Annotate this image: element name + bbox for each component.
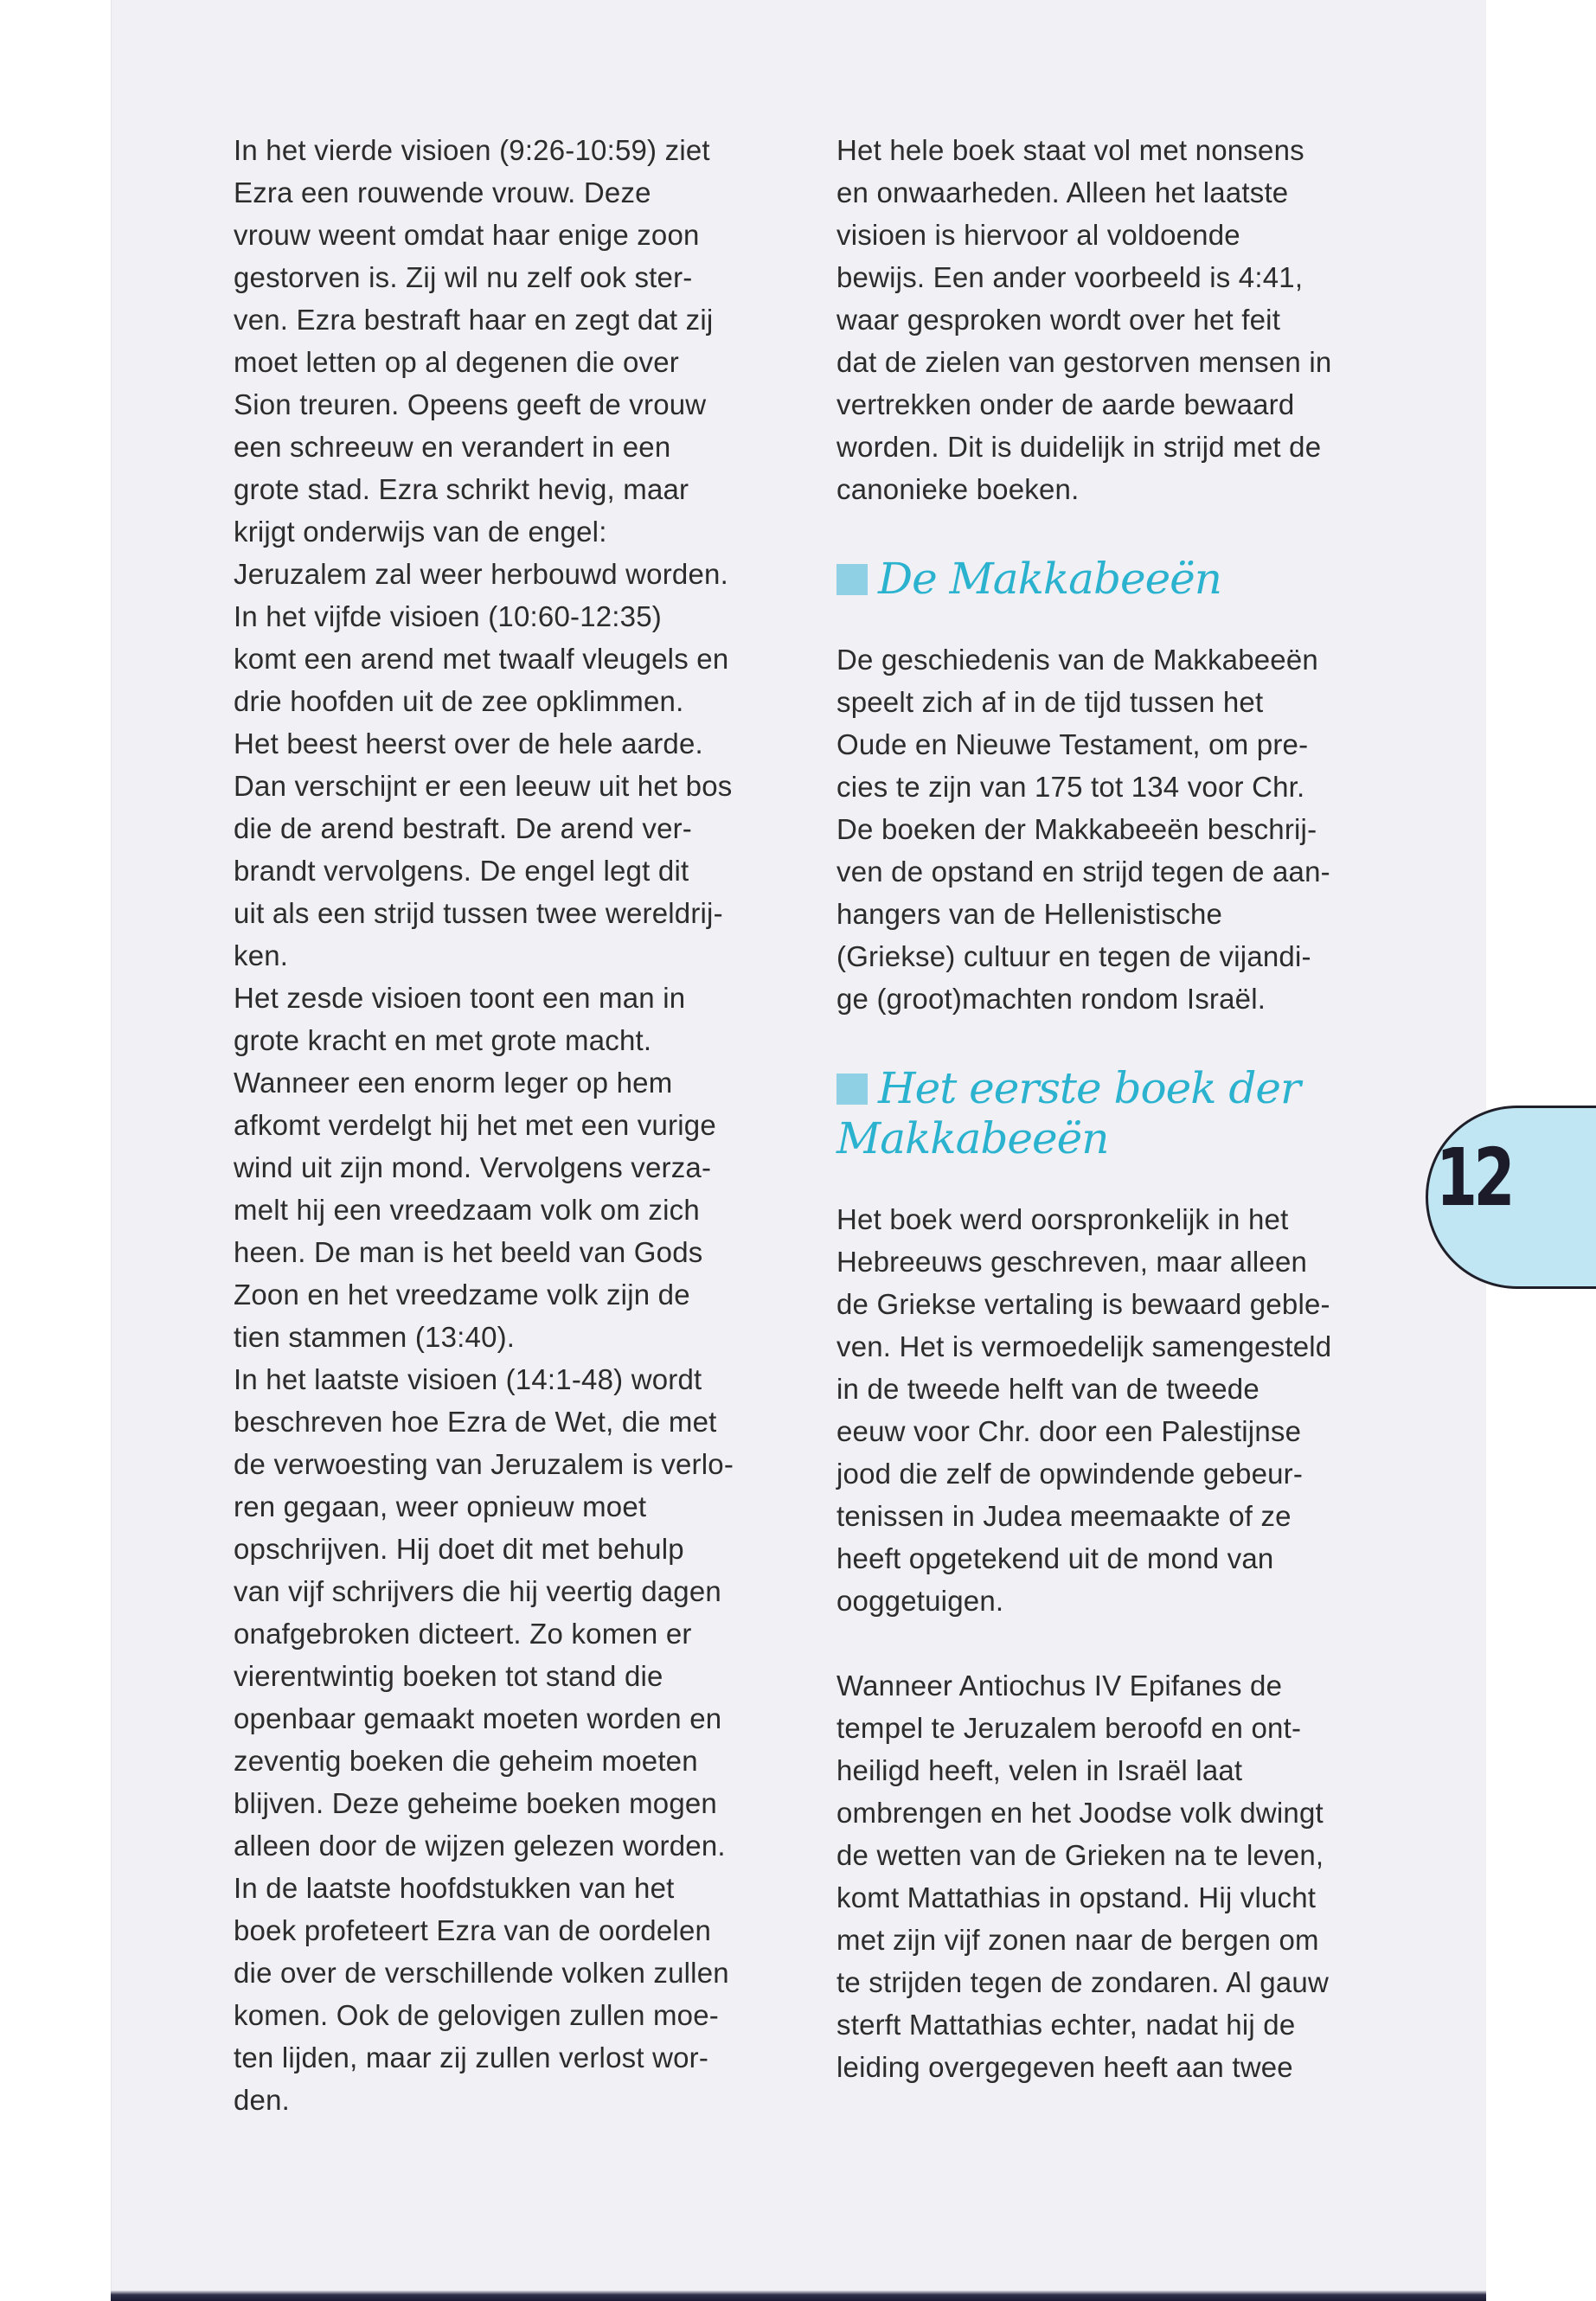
left-column: [234, 129, 787, 2121]
text-line: heen. De man is het beeld van Gods: [234, 1236, 703, 1268]
text-line: gestorven is. Zij wil nu zelf ook ster-: [234, 261, 693, 293]
text-line: ven. Het is vermoedelijk samengesteld: [836, 1330, 1332, 1362]
text-line: komt een arend met twaalf vleugels en: [234, 643, 729, 675]
text-line: wind uit zijn mond. Vervolgens verza-: [234, 1151, 712, 1183]
text-line: jood die zelf de opwindende gebeur-: [836, 1458, 1304, 1490]
text-line: Hebreeuws geschreven, maar alleen: [836, 1246, 1308, 1278]
text-line: Sion treuren. Opeens geeft de vrouw: [234, 388, 707, 420]
text-line: alleen door de wijzen gelezen worden.: [234, 1830, 726, 1862]
text-line: ven de opstand en strijd tegen de aan-: [836, 856, 1330, 888]
heading-text-line2: Makkabeeën: [836, 1113, 1109, 1163]
text-line: de Griekse vertaling is bewaard geble-: [836, 1288, 1330, 1320]
text-line: Oude en Nieuwe Testament, om pre-: [836, 728, 1309, 760]
text-line: In het vijfde visioen (10:60-12:35): [234, 600, 662, 632]
chapter-number: 12: [1436, 1131, 1512, 1224]
text-line: in de tweede helft van de tweede: [836, 1373, 1259, 1405]
text-line: Jeruzalem zal weer herbouwd worden.: [234, 558, 728, 590]
page-bottom-edge: [111, 2291, 1486, 2301]
text-line: ombrengen en het Joodse volk dwingt: [836, 1797, 1324, 1829]
text-line: Het boek werd oorspronkelijk in het: [836, 1203, 1289, 1235]
text-line: zeventig boeken die geheim moeten: [234, 1745, 698, 1777]
right-column: [836, 129, 1381, 2088]
text-line: grote kracht en met grote macht.: [234, 1024, 652, 1056]
text-line: heeft opgetekend uit de mond van: [836, 1542, 1274, 1574]
text-line: dat de zielen van gestorven mensen in: [836, 346, 1332, 378]
text-line: grote stad. Ezra schrikt hevig, maar: [234, 473, 689, 505]
text-line: speelt zich af in de tijd tussen het: [836, 686, 1264, 718]
text-line: met zijn vijf zonen naar de bergen om: [836, 1924, 1319, 1956]
text-line: sterft Mattathias echter, nadat hij de: [836, 2009, 1296, 2041]
text-line: drie hoofden uit de zee opklimmen.: [234, 685, 684, 717]
text-line: hangers van de Hellenistische: [836, 898, 1223, 930]
text-line: tempel te Jeruzalem beroofd en ont-: [836, 1712, 1302, 1744]
text-line: brandt vervolgens. De engel legt dit: [234, 855, 689, 887]
text-line: en onwaarheden. Alleen het laatste: [836, 176, 1289, 208]
heading-text: De Makkabeeën: [878, 554, 1221, 604]
text-line: van vijf schrijvers die hij veertig dagen: [234, 1575, 721, 1607]
text-line: bewijs. Een ander voorbeeld is 4:41,: [836, 261, 1304, 293]
heading-square-icon: [836, 564, 868, 595]
text-line: leiding overgegeven heeft aan twee: [836, 2051, 1293, 2083]
text-line: canonieke boeken.: [836, 473, 1080, 505]
section-heading-eerste-boek: [836, 1063, 1381, 1163]
makkabeeen-paragraph: [836, 638, 1381, 1020]
text-line: moet letten op al degenen die over: [234, 346, 679, 378]
text-line: ten lijden, maar zij zullen verlost wor-: [234, 2041, 709, 2073]
text-line: beschreven hoe Ezra de Wet, die met: [234, 1406, 717, 1438]
eerste-boek-paragraph-1: [836, 1198, 1381, 1622]
text-line: heiligd heeft, velen in Israël laat: [836, 1754, 1243, 1786]
text-line: afkomt verdelgt hij het met een vurige: [234, 1109, 716, 1141]
text-line: ven. Ezra bestraft haar en zegt dat zij: [234, 304, 714, 336]
heading-square-icon: [836, 1074, 868, 1105]
text-line: die de arend bestraft. De arend ver-: [234, 812, 692, 844]
text-line: boek profeteert Ezra van de oordelen: [234, 1914, 712, 1946]
text-line: vertrekken onder de aarde bewaard: [836, 388, 1295, 420]
text-line: onafgebroken dicteert. Zo komen er: [234, 1618, 692, 1650]
text-line: ooggetuigen.: [836, 1585, 1004, 1617]
text-line: Het zesde visioen toont een man in: [234, 982, 686, 1014]
text-line: de verwoesting van Jeruzalem is verlo-: [234, 1448, 734, 1480]
text-line: vierentwintig boeken tot stand die: [234, 1660, 663, 1692]
text-line: komen. Ook de gelovigen zullen moe-: [234, 1999, 719, 2031]
text-line: den.: [234, 2084, 291, 2116]
text-line: de wetten van de Grieken na te leven,: [836, 1839, 1324, 1871]
text-line: tenissen in Judea meemaakte of ze: [836, 1500, 1292, 1532]
text-line: blijven. Deze geheime boeken mogen: [234, 1787, 717, 1819]
text-line: vrouw weent omdat haar enige zoon: [234, 219, 700, 251]
text-line: tien stammen (13:40).: [234, 1321, 516, 1353]
text-line: opschrijven. Hij doet dit met behulp: [234, 1533, 684, 1565]
text-line: cies te zijn van 175 tot 134 voor Chr.: [836, 771, 1305, 803]
text-line: In het vierde visioen (9:26-10:59) ziet: [234, 134, 710, 166]
text-line: uit als een strijd tussen twee wereldrij-: [234, 897, 723, 929]
text-line: Wanneer Antiochus IV Epifanes de: [836, 1670, 1283, 1702]
text-line: Het beest heerst over de hele aarde.: [234, 727, 703, 760]
text-line: Het hele boek staat vol met nonsens: [836, 134, 1304, 166]
text-line: te strijden tegen de zondaren. Al gauw: [836, 1966, 1329, 1998]
text-line: ge (groot)machten rondom Israël.: [836, 983, 1266, 1015]
text-line: ren gegaan, weer opnieuw moet: [234, 1490, 647, 1522]
text-line: komt Mattathias in opstand. Hij vlucht: [836, 1881, 1317, 1913]
text-line: Dan verschijnt er een leeuw uit het bos: [234, 770, 733, 802]
eerste-boek-paragraph-2: [836, 1664, 1381, 2088]
text-line: (Griekse) cultuur en tegen de vijandi-: [836, 940, 1311, 972]
text-line: visioen is hiervoor al voldoende: [836, 219, 1240, 251]
text-line: waar gesproken wordt over het feit: [836, 304, 1281, 336]
section-heading-makkabeeen: [836, 554, 1381, 604]
text-line: melt hij een vreedzaam volk om zich: [234, 1194, 700, 1226]
text-line: krijgt onderwijs van de engel:: [234, 516, 607, 548]
text-line: Ezra een rouwende vrouw. Deze: [234, 176, 651, 208]
text-line: die over de verschillende volken zullen: [234, 1957, 729, 1989]
text-line: openbaar gemaakt moeten worden en: [234, 1702, 722, 1734]
text-line: De boeken der Makkabeeën beschrij-: [836, 813, 1317, 845]
heading-text-line1: Het eerste boek der: [878, 1063, 1300, 1113]
intro-paragraph: [836, 129, 1381, 510]
text-line: ken.: [234, 939, 289, 971]
text-line: In de laatste hoofdstukken van het: [234, 1872, 675, 1904]
text-line: Zoon en het vreedzame volk zijn de: [234, 1279, 690, 1311]
text-line: worden. Dit is duidelijk in strijd met de: [836, 431, 1322, 463]
text-line: De geschiedenis van de Makkabeeën: [836, 644, 1318, 676]
text-line: In het laatste visioen (14:1-48) wordt: [234, 1363, 702, 1395]
text-line: Wanneer een enorm leger op hem: [234, 1067, 673, 1099]
text-line: eeuw voor Chr. door een Palestijnse: [836, 1415, 1302, 1447]
text-line: een schreeuw en verandert in een: [234, 431, 671, 463]
